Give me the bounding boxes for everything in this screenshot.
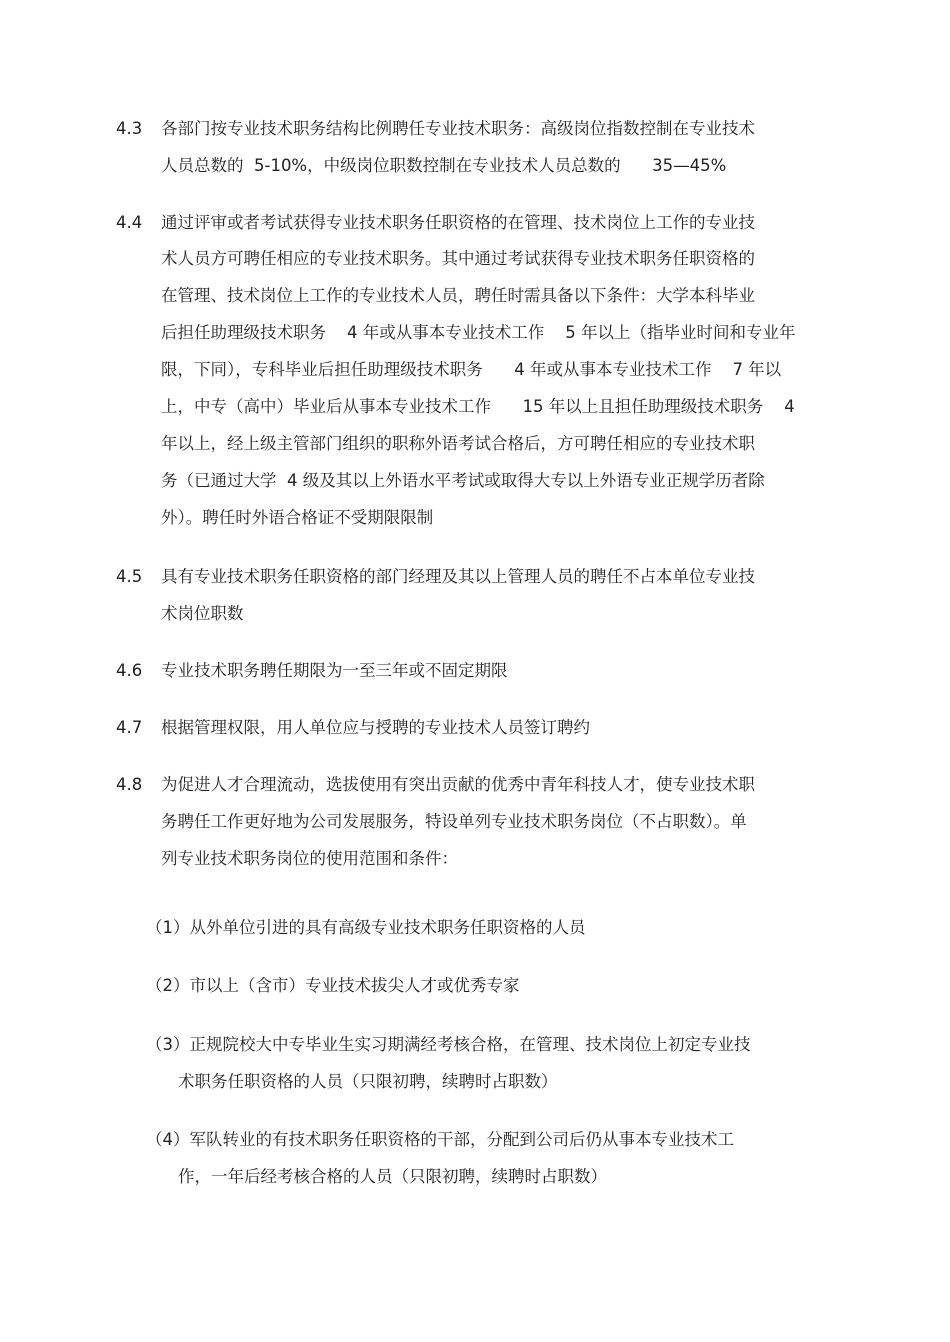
clause-text-line: 限，下同），专科毕业后担任助理级技术职务 4 年或从事本专业技术工作 7 年以 <box>161 360 782 379</box>
subclause-text-line: 术职务任职资格的人员（只限初聘，续聘时占职数） <box>178 1072 558 1091</box>
clause-text-line: 列专业技术职务岗位的使用范围和条件： <box>161 849 458 868</box>
clause-text-line: 人员总数的 5-10%，中级岗位职数控制在专业技术人员总数的 35—45% <box>161 156 727 175</box>
clause-text-line: 具有专业技术职务任职资格的部门经理及其以上管理人员的聘任不占本单位专业技 <box>161 567 755 586</box>
clause-text-line: 外）。聘任时外语合格证不受期限限制 <box>161 508 434 527</box>
clause-text-line: 为促进人才合理流动，选拔使用有突出贡献的优秀中青年科技人才，使专业技术职 <box>161 775 755 794</box>
clause-number: 4.8 <box>116 775 143 794</box>
subclause-text-line: （2）市以上（含市）专业技术拔尖人才或优秀专家 <box>146 976 520 995</box>
clause-text-line: 专业技术职务聘任期限为一至三年或不固定期限 <box>161 661 508 680</box>
clause-text-line: 在管理、技术岗位上工作的专业技术人员，聘任时需具备以下条件：大学本科毕业 <box>161 286 755 305</box>
clause-text-line: 后担任助理级技术职务 4 年或从事本专业技术工作 5 年以上（指毕业时间和专业年 <box>161 323 796 342</box>
clause-text-line: 通过评审或者考试获得专业技术职务任职资格的在管理、技术岗位上工作的专业技 <box>161 213 755 232</box>
clause-text-line: 上，中专（高中）毕业后从事本专业技术工作 15 年以上且担任助理级技术职务 4 <box>161 397 795 416</box>
clause-number: 4.7 <box>116 718 143 737</box>
clause-number: 4.6 <box>116 661 143 680</box>
subclause-text-line: （3）正规院校大中专毕业生实习期满经考核合格，在管理、技术岗位上初定专业技 <box>146 1035 751 1054</box>
clause-number: 4.5 <box>116 567 143 586</box>
clause-text-line: 根据管理权限，用人单位应与授聘的专业技术人员签订聘约 <box>161 718 590 737</box>
clause-number: 4.4 <box>116 213 143 232</box>
clause-text-line: 各部门按专业技术职务结构比例聘任专业技术职务：高级岗位指数控制在专业技术 <box>161 119 755 138</box>
subclause-text-line: 作，一年后经考核合格的人员（只限初聘，续聘时占职数） <box>178 1167 607 1186</box>
clause-text-line: 务（已通过大学 4 级及其以上外语水平考试或取得大专以上外语专业正规学历者除 <box>161 471 765 490</box>
clause-text-line: 务聘任工作更好地为公司发展服务，特设单列专业技术职务岗位（不占职数）。单 <box>161 812 747 831</box>
clause-number: 4.3 <box>116 119 143 138</box>
subclause-text-line: （4）军队转业的有技术职务任职资格的干部，分配到公司后仍从事本专业技术工 <box>146 1130 734 1149</box>
clause-text-line: 年以上，经上级主管部门组织的职称外语考试合格后，方可聘任相应的专业技术职 <box>161 434 755 453</box>
clause-text-line: 术岗位职数 <box>161 604 244 623</box>
subclause-text-line: （1）从外单位引进的具有高级专业技术职务任职资格的人员 <box>146 918 586 937</box>
clause-text-line: 术人员方可聘任相应的专业技术职务。其中通过考试获得专业技术职务任职资格的 <box>161 249 755 268</box>
